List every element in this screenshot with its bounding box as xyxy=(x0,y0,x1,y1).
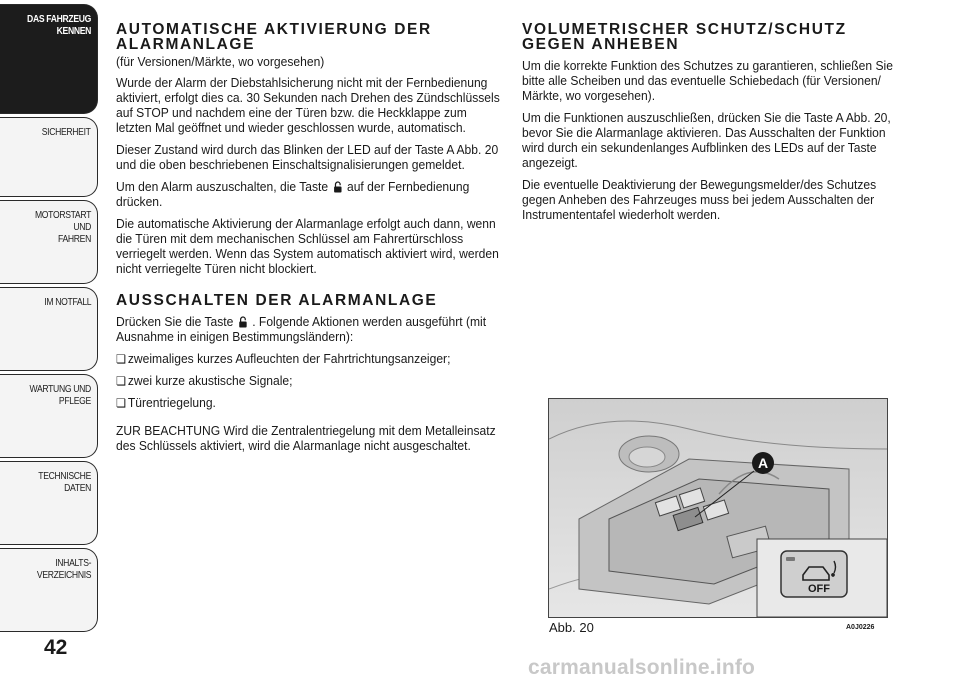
tab-im-notfall[interactable]: IM NOTFALL xyxy=(0,287,98,371)
roof-console-illustration xyxy=(549,399,887,617)
off-button-label: OFF xyxy=(808,583,830,595)
list-item: ❏ Türentriegelung. xyxy=(116,395,216,410)
tab-sicherheit[interactable]: SICHERHEIT xyxy=(0,117,98,197)
figure-code: A0J0226 xyxy=(846,624,875,631)
section-subtitle: (für Versionen/Märkte, wo vorgesehen) xyxy=(116,54,325,69)
paragraph: Drücken Sie die Taste . Folgende Aktionen werden ausgeführt (mit Ausnahme in einigen Bestimmungsländern): xyxy=(116,314,487,344)
paragraph: Um die korrekte Funktion des Schutzes zu garantieren, schließen Sie bitte alle Scheiben und das eventuelle Schiebedach (für Versionen/ Märkte, wo vorgesehen). xyxy=(522,58,893,103)
paragraph: Die eventuelle Deaktivierung der Bewegungsmelder/des Schutzes gegen Anheben des Fahrzeuges muss bei jedem Ausschalten der Instrumententafel wiederholt werden. xyxy=(522,177,877,222)
paragraph: Dieser Zustand wird durch das Blinken der LED auf der Taste A Abb. 20 und die oben beschriebenen Einschaltsignalisierungen gemeldet. xyxy=(116,142,499,172)
right-column xyxy=(522,22,902,229)
list-item: ❏ zweimaliges kurzes Aufleuchten der Fahrtrichtungsanzeiger; xyxy=(116,351,451,366)
list-item: ❏ zwei kurze akustische Signale; xyxy=(116,373,293,388)
watermark: carmanualsonline.info xyxy=(528,656,756,679)
tab-inhaltsverzeichnis[interactable]: INHALTS- VERZEICHNIS xyxy=(0,548,98,632)
tab-das-fahrzeug-kennen[interactable]: DAS FAHRZEUG KENNEN xyxy=(0,4,98,114)
tab-technische-daten[interactable]: TECHNISCHE DATEN xyxy=(0,461,98,545)
note-paragraph: ZUR BEACHTUNG Wird die Zentralentriegelung mit dem Metalleinsatz des Schlüssels aktiviert, wird die Alarmanlage nicht ausgeschaltet. xyxy=(116,423,496,453)
checkbox-icon: ❏ xyxy=(116,352,127,366)
lock-icon xyxy=(333,181,341,193)
lock-icon xyxy=(239,316,247,328)
paragraph: Um die Funktionen auszuschließen, drücken Sie die Taste A Abb. 20, bevor Sie die Alarmanlage aktivieren. Das Ausschalten der Funktion wird durch ein sekundenlanges Aufblinken des LEDs auf der Taste angezeigt. xyxy=(522,110,891,170)
section-title-automatic-activation: AUTOMATISCHE AKTIVIERUNG DER ALARMANLAGE xyxy=(116,21,432,53)
section-title-volumetric-protection: VOLUMETRISCHER SCHUTZ/SCHUTZ GEGEN ANHEBEN xyxy=(522,21,847,53)
paragraph: Die automatische Aktivierung der Alarmanlage erfolgt auch dann, wenn die Türen mit dem mechanischen Schlüssel am Fahrertürschloss verriegelt werden. Wenn das System automatisch aktiviert wird, werden nicht verriegelte Türen nicht blockiert. xyxy=(116,216,499,276)
tab-wartung-und-pflege[interactable]: WARTUNG UND PFLEGE xyxy=(0,374,98,458)
page-number: 42 xyxy=(44,636,68,659)
chapter-tabs xyxy=(0,0,100,686)
left-column xyxy=(116,22,506,460)
section-title-deactivation: AUSSCHALTEN DER ALARMANLAGE xyxy=(116,292,438,309)
checkbox-icon: ❏ xyxy=(116,396,127,410)
paragraph: Wurde der Alarm der Diebstahlsicherung nicht mit der Fernbedienung aktiviert, erfolgt dies ca. 30 Sekunden nach Drehen des Zündschlüssels auf STOP und nachdem eine der Türen bzw. die Heckklappe zum letzten Mal geöffnet und wieder geschlossen wurde, automatisch. xyxy=(116,75,500,135)
figure-callout-label: A xyxy=(757,455,769,471)
tab-motorstart-und-fahren[interactable]: MOTORSTART UND FAHREN xyxy=(0,200,98,284)
figure-alarm-button xyxy=(548,398,888,618)
paragraph: Um den Alarm auszuschalten, die Taste auf der Fernbedienung drücken. xyxy=(116,179,470,209)
checkbox-icon: ❏ xyxy=(116,374,127,388)
figure-caption: Abb. 20 xyxy=(549,620,594,635)
